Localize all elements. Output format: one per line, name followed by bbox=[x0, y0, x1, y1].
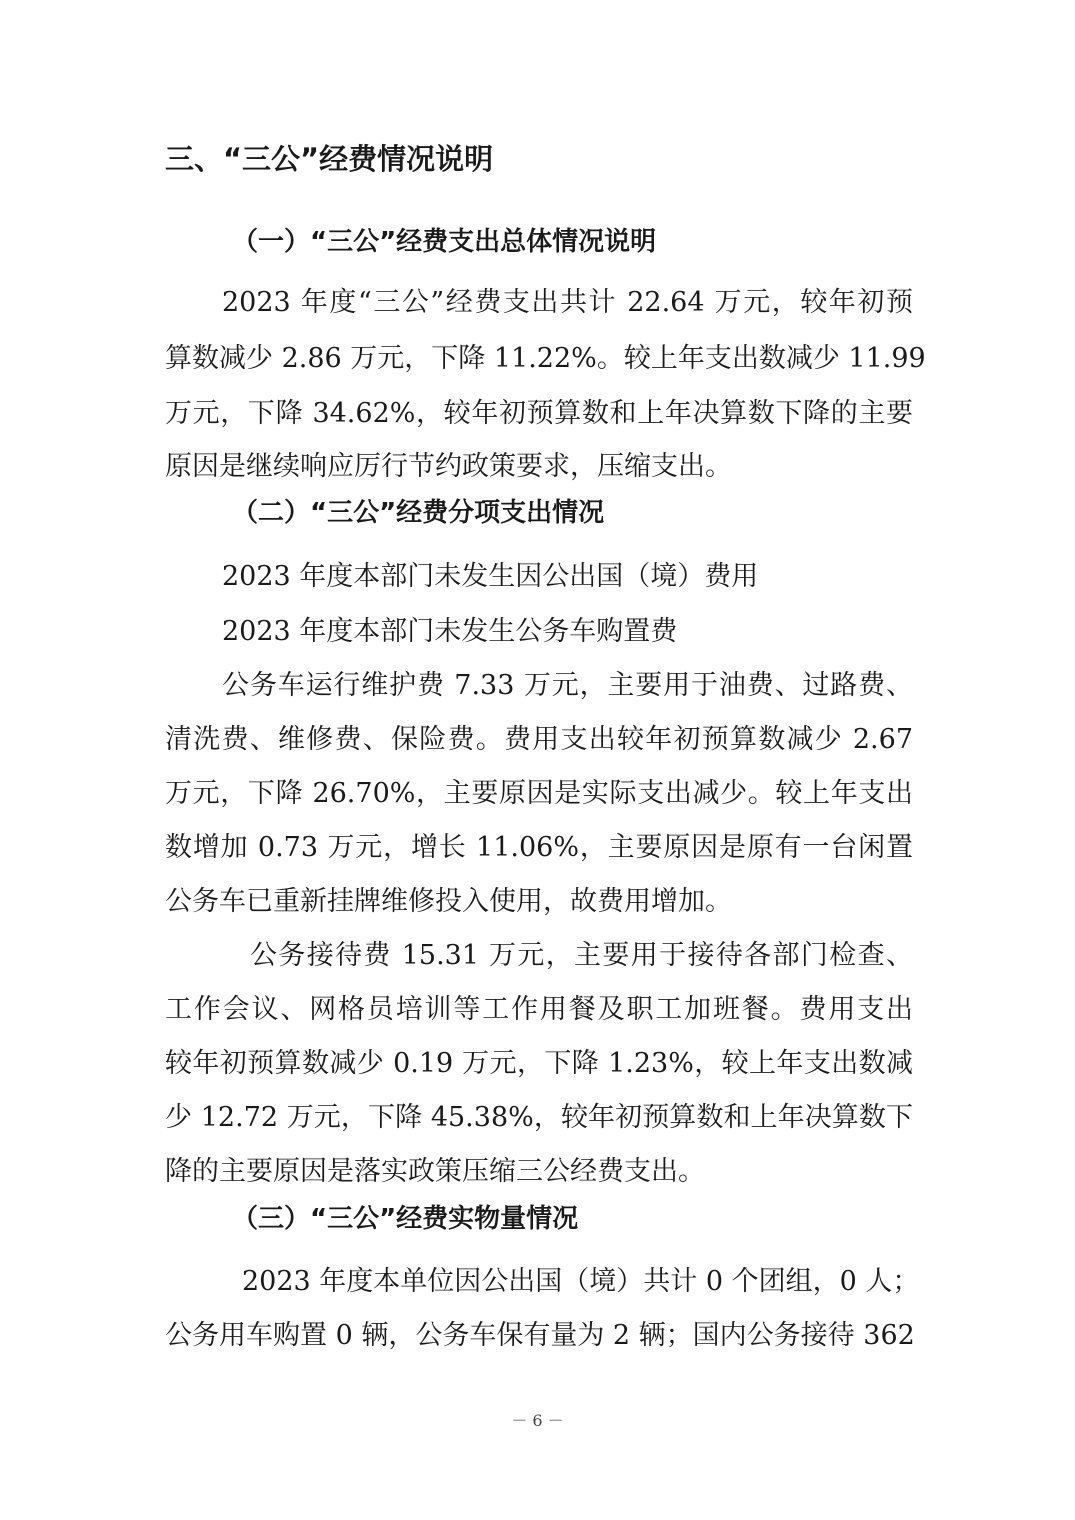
section-heading: 三、“三公”经费情况说明 bbox=[165, 142, 494, 176]
paragraph-line: 较年初预算数减少 0.19 万元，下降 1.23%，较上年支出数减 bbox=[165, 1048, 913, 1079]
page-number: － 6 － bbox=[511, 1411, 564, 1430]
paragraph-line: 工作会议、网格员培训等工作用餐及职工加班餐。费用支出 bbox=[165, 994, 913, 1025]
paragraph-line: 原因是继续响应厉行节约政策要求，压缩支出。 bbox=[165, 451, 732, 482]
paragraph-line: 2023 年度本部门未发生公务车购置费 bbox=[222, 616, 678, 647]
subsection-title-3: （三）“三公”经费实物量情况 bbox=[232, 1204, 579, 1234]
paragraph-line: 少 12.72 万元，下降 45.38%，较年初预算数和上年决算数下 bbox=[165, 1102, 913, 1133]
subsection-title-1: （一）“三公”经费支出总体情况说明 bbox=[232, 227, 657, 257]
paragraph-line: 降的主要原因是落实政策压缩三公经费支出。 bbox=[165, 1156, 705, 1187]
paragraph-line: 清洗费、维修费、保险费。费用支出较年初预算数减少 2.67 bbox=[165, 724, 913, 755]
paragraph-line: 万元，下降 26.70%，主要原因是实际支出减少。较上年支出 bbox=[165, 778, 913, 809]
paragraph-line: 公务车已重新挂牌维修投入使用，故费用增加。 bbox=[165, 886, 732, 917]
paragraph-line: 万元，下降 34.62%，较年初预算数和上年决算数下降的主要 bbox=[165, 398, 913, 429]
paragraph-line: 2023 年度本部门未发生因公出国（境）费用 bbox=[222, 561, 759, 592]
paragraph-line: 2023 年度“三公”经费支出共计 22.64 万元，较年初预 bbox=[222, 287, 913, 318]
paragraph-line: 公务车运行维护费 7.33 万元，主要用于油费、过路费、 bbox=[222, 670, 913, 701]
paragraph-line: 算数减少 2.86 万元，下降 11.22%。较上年支出数减少 11.99 bbox=[165, 343, 926, 374]
paragraph-line: 公务接待费 15.31 万元，主要用于接待各部门检查、 bbox=[250, 940, 913, 971]
paragraph-line: 公务用车购置 0 辆，公务车保有量为 2 辆；国内公务接待 362 bbox=[165, 1320, 915, 1351]
subsection-title-2: （二）“三公”经费分项支出情况 bbox=[232, 498, 605, 528]
paragraph-line: 数增加 0.73 万元，增长 11.06%，主要原因是原有一台闲置 bbox=[165, 832, 913, 863]
paragraph-line: 2023 年度本单位因公出国（境）共计 0 个团组，0 人； bbox=[242, 1266, 920, 1297]
